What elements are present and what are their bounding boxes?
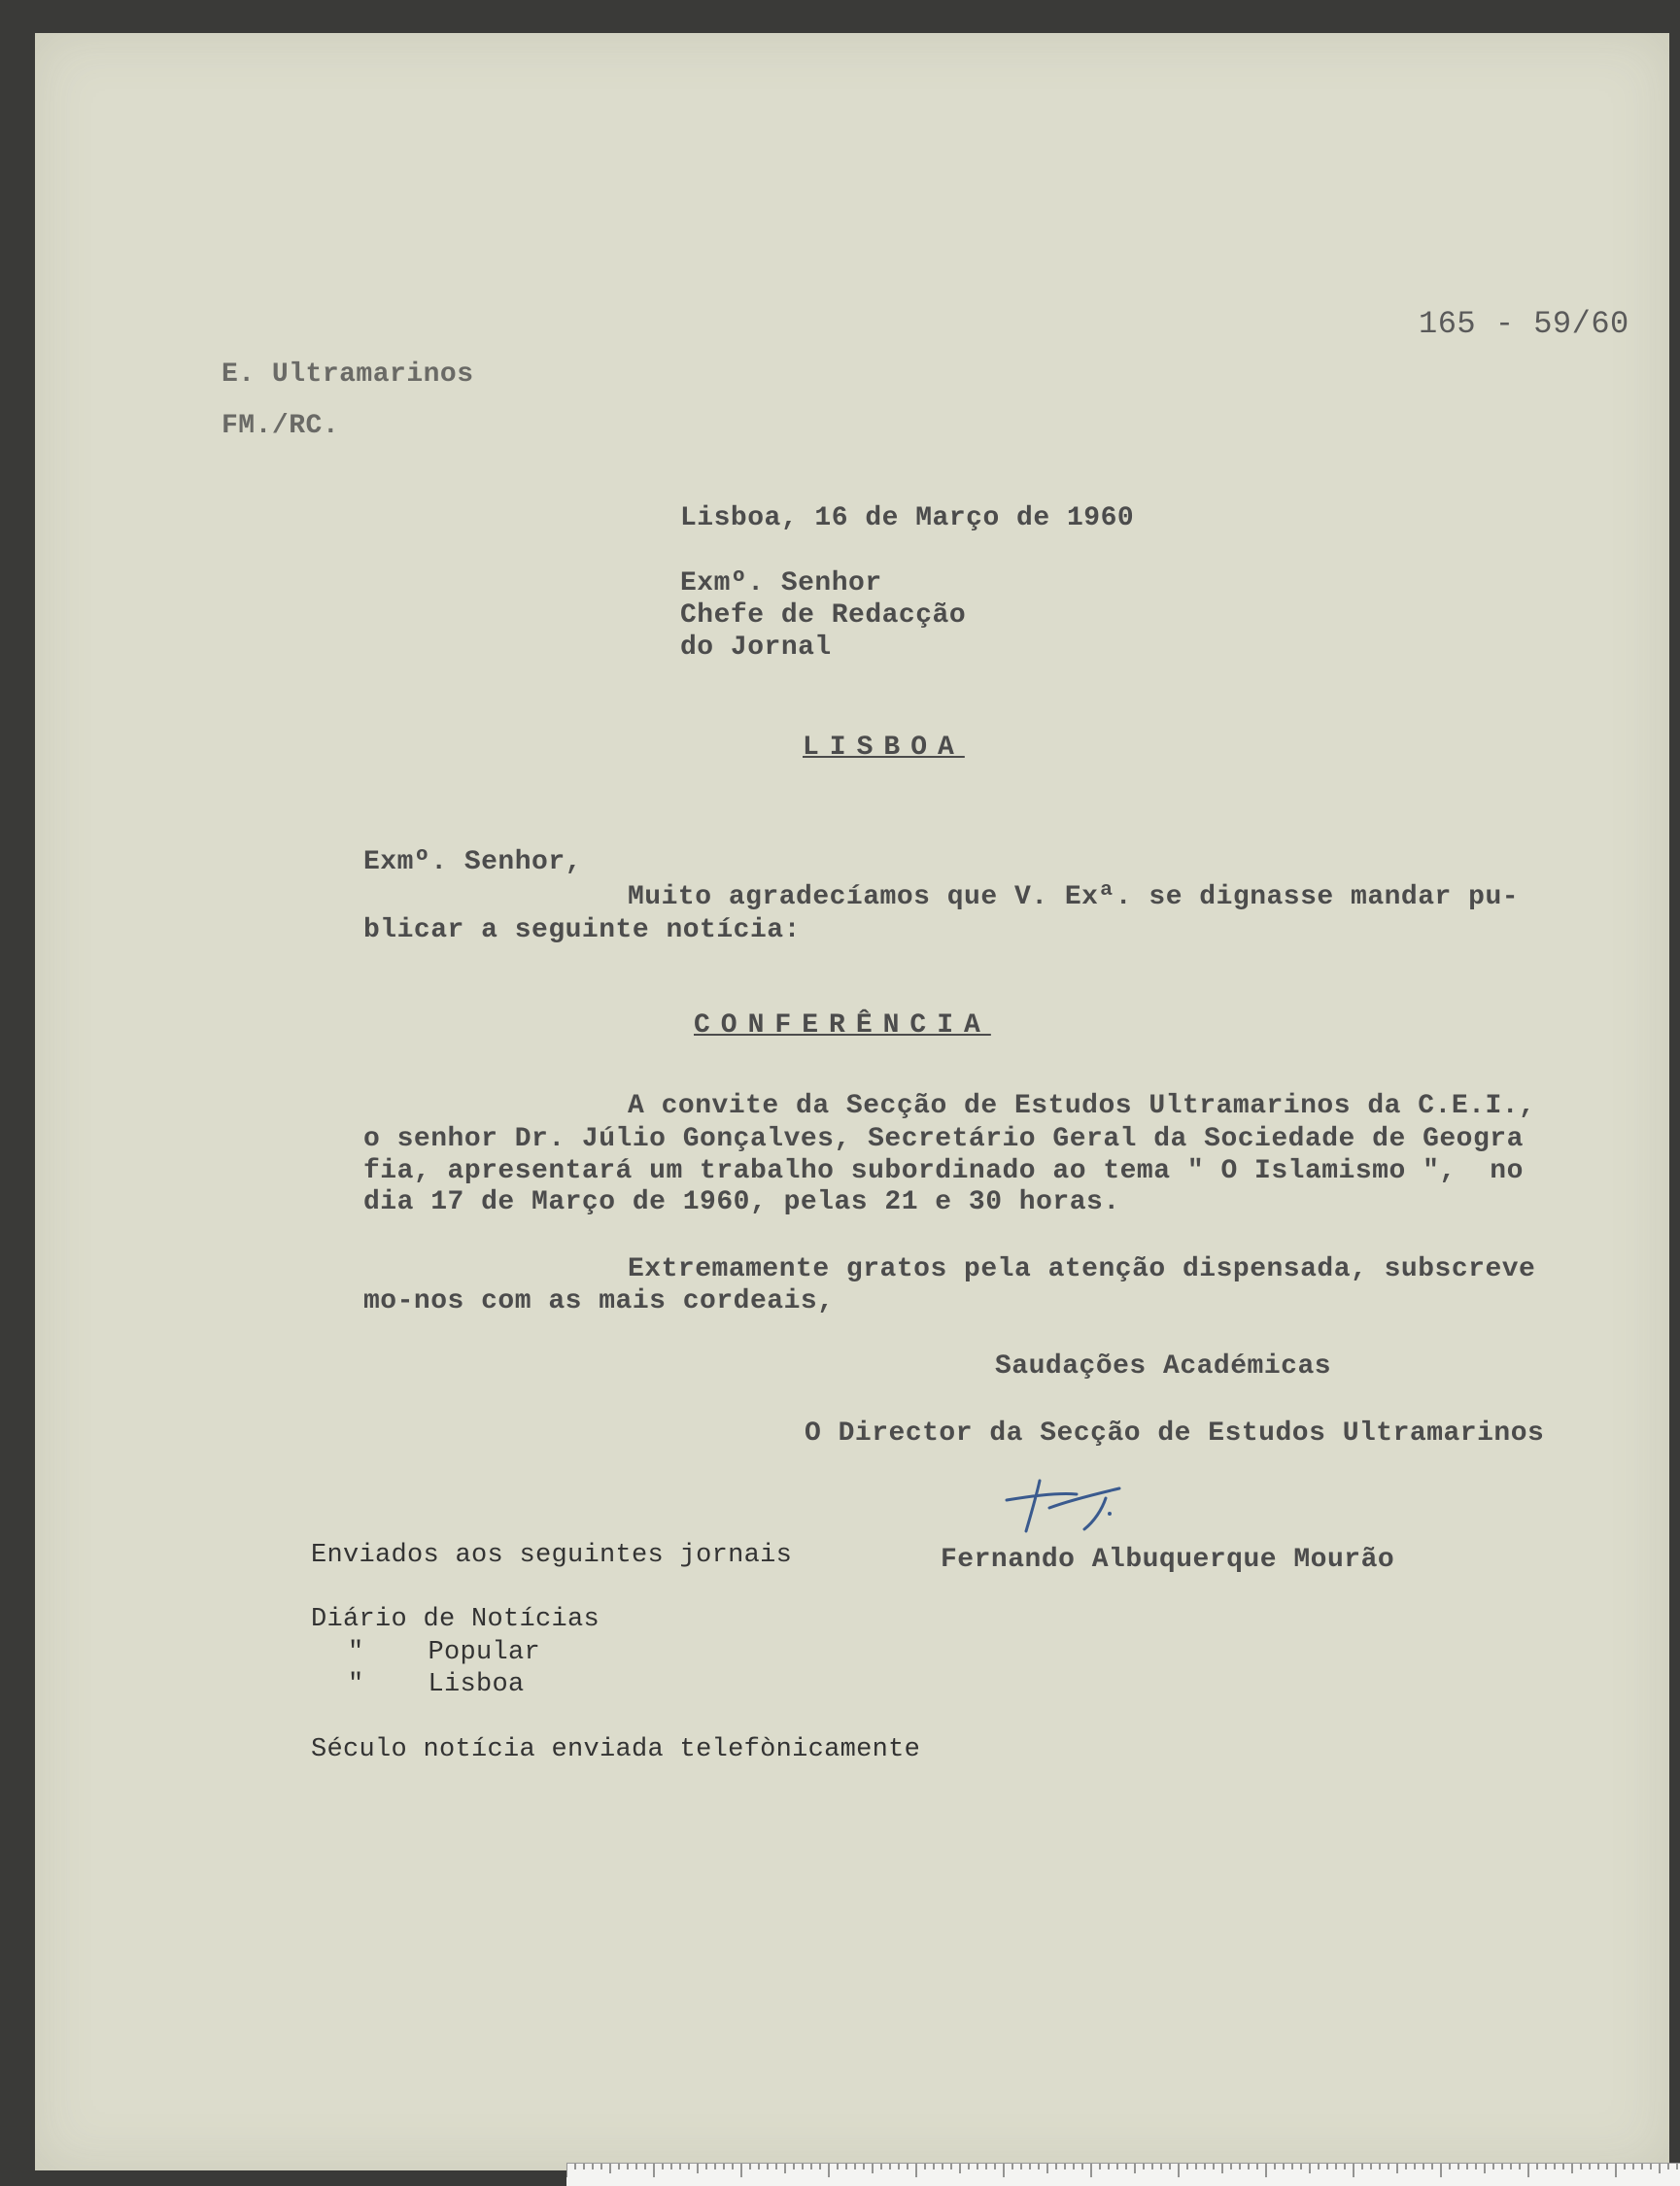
- closing-line1: Extremamente gratos pela atenção dispensada, subscreve: [628, 1254, 1536, 1284]
- recipient-line2: Chefe de Redacção: [680, 600, 967, 631]
- distribution-item: Diário de Notícias: [311, 1605, 600, 1634]
- sender-header-line1: E. Ultramarinos: [222, 359, 474, 390]
- distribution-item: " Lisboa: [348, 1670, 525, 1699]
- date-line: Lisboa, 16 de Março de 1960: [680, 503, 1135, 533]
- distribution-note: Século notícia enviada telefònicamente: [311, 1735, 921, 1764]
- notice-line4: dia 17 de Março de 1960, pelas 21 e 30 horas.: [363, 1187, 1120, 1217]
- signatory-name: Fernando Albuquerque Mourão: [941, 1545, 1395, 1575]
- scale-ruler: [566, 2163, 1680, 2186]
- notice-line3: fia, apresentará um trabalho subordinado ao tema " O Islamismo ", no: [363, 1156, 1524, 1186]
- distribution-heading: Enviados aos seguintes jornais: [311, 1541, 793, 1570]
- notice-line1: A convite da Secção de Estudos Ultramarinos da C.E.I.,: [628, 1091, 1536, 1121]
- reference-number: 165 - 59/60: [1419, 306, 1629, 342]
- section-heading: CONFERÊNCIA: [694, 1010, 991, 1041]
- closing-line2: mo-nos com as mais cordeais,: [363, 1286, 835, 1316]
- notice-line2: o senhor Dr. Júlio Gonçalves, Secretário Geral da Sociedade de Geogra: [363, 1124, 1524, 1154]
- sender-header-line2: FM./RC.: [222, 411, 340, 441]
- recipient-line1: Exmº. Senhor: [680, 568, 882, 598]
- handwritten-signature: [1001, 1475, 1127, 1535]
- distribution-item: " Popular: [348, 1638, 541, 1667]
- signatory-title: O Director da Secção de Estudos Ultramarinos: [805, 1418, 1545, 1449]
- intro-line2: blicar a seguinte notícia:: [363, 915, 801, 945]
- ruler-ticks: [566, 2164, 1680, 2186]
- salutation: Exmº. Senhor,: [363, 847, 582, 877]
- city-heading: LISBOA: [803, 733, 965, 763]
- intro-line1: Muito agradecíamos que V. Exª. se dignasse mandar pu-: [628, 882, 1520, 912]
- greeting: Saudações Académicas: [995, 1351, 1332, 1382]
- recipient-line3: do Jornal: [680, 632, 832, 663]
